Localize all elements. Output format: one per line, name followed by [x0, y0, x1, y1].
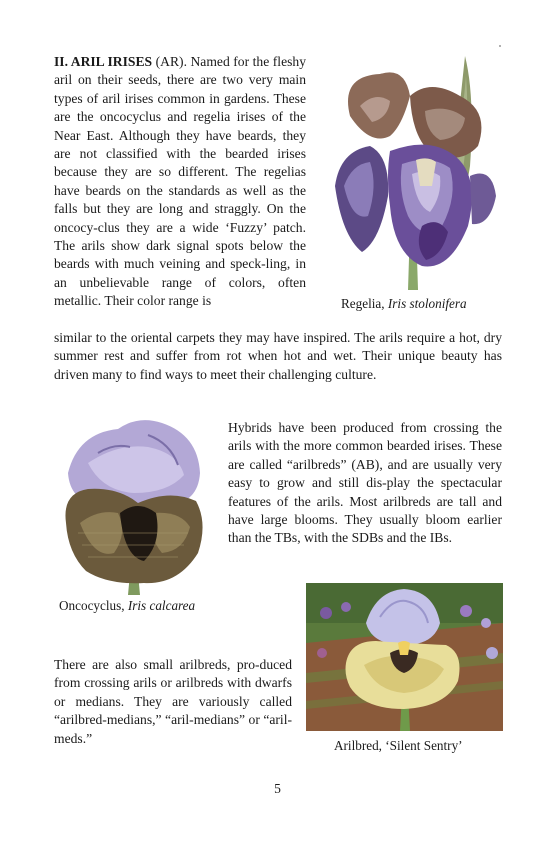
- paragraph-arilbreds: Hybrids have been produced from crossing the arils with the more common bearded irises. These are called “arilbreds” (AB), and are usually very easy to grow and still dis-play the spectacular features of the arils. Most arilbreds are tall and have large blooms. They usually bloom earlier than the TBs, with the SDBs and the IBs.: [228, 420, 502, 546]
- paragraph-small-arilbreds: There are also small arilbreds, pro-duced from crossing arils or arilbreds with dwarfs or medians. They are variously called “arilbred-medians,” “aril-medians” or “aril-meds.”: [54, 657, 292, 746]
- arilbred-iris-photo: [306, 583, 503, 731]
- paragraph-aril-irises-text: (AR). Named for the fleshy aril on their seeds, there are two very main types of aril irises common in gardens. These are the oncocyclus and regelia irises of the Near East. Although they have beards, they are not classified with the bearded irises because they are so different. The regelias have beards on the standards as well as the falls but they are long and straggly. On the oncocy-clus they are a wide ‘Fuzzy’ patch. The arils show dark signal spots below the beards with much veining and speck-ling, in an unbelievable range of colors, often metallic. Their color range is: [54, 54, 306, 309]
- regelia-caption: [341, 296, 467, 312]
- oncocyclus-iris-photo: [58, 413, 208, 595]
- page-number: 5: [274, 781, 281, 796]
- stray-mark: [499, 45, 501, 47]
- section-heading: II. ARIL IRISES: [54, 54, 153, 69]
- regelia-iris-photo: [330, 56, 498, 290]
- arilbred-caption: [334, 738, 463, 754]
- oncocyclus-caption: [59, 598, 195, 614]
- caption-species: Iris stolonifera: [387, 296, 467, 311]
- caption-text: Arilbred, ‘Silent Sentry’: [334, 738, 463, 753]
- caption-text: Regelia,: [341, 296, 388, 311]
- paragraph-aril-irises: [54, 53, 306, 311]
- caption-text: Oncocyclus,: [59, 598, 128, 613]
- paragraph-aril-irises-continued: similar to the oriental carpets they may have inspired. The arils require a hot, dry summer rest and suffer from rot when hot and wet. Their unique beauty has driven many to find ways to meet their challenging culture.: [54, 330, 502, 382]
- caption-species: Iris calcarea: [127, 598, 196, 613]
